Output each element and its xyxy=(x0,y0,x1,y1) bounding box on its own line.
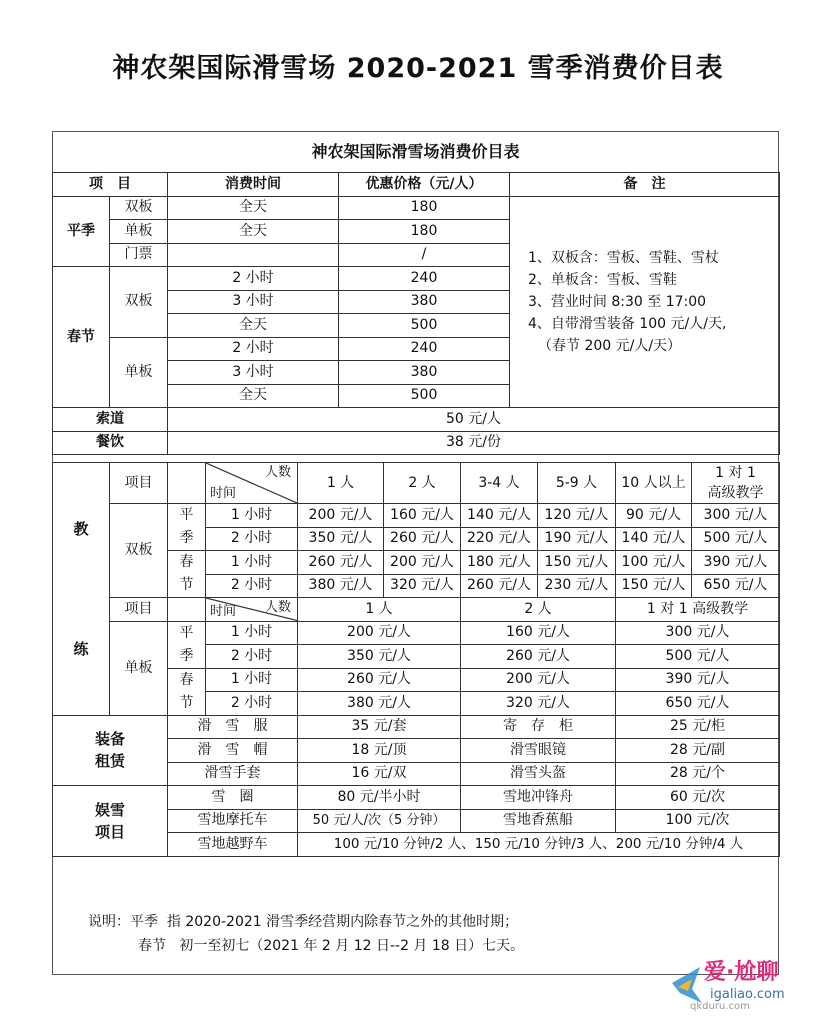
entertainment-item: 雪地越野车 xyxy=(168,833,298,857)
rental-price: 35 元/套 xyxy=(298,715,461,739)
watermark xyxy=(670,953,830,1015)
price-cell: 260 元/人 xyxy=(384,527,461,551)
rental-item: 寄 存 柜 xyxy=(461,715,616,739)
price-cell: 160 元/人 xyxy=(384,504,461,528)
header-item: 项 目 xyxy=(53,173,168,197)
table-row xyxy=(53,431,780,455)
entertainment-label-line: 娱雪 xyxy=(94,800,125,819)
time-cell: 2 小时 xyxy=(206,692,298,716)
time-cell: 全天 xyxy=(168,196,339,220)
price-cell: 140 元/人 xyxy=(461,504,538,528)
entertainment-label-line: 项目 xyxy=(94,822,125,841)
item-label: 项目 xyxy=(110,598,168,622)
price-cell: 230 元/人 xyxy=(538,574,616,598)
coaching-table xyxy=(52,462,780,857)
time-cell: 1 小时 xyxy=(206,668,298,692)
item-cell: 双板 xyxy=(110,196,168,220)
header-remark: 备 注 xyxy=(510,173,780,197)
price-cell: 220 元/人 xyxy=(461,527,538,551)
table-row xyxy=(53,715,780,739)
price-cell: / xyxy=(339,243,510,267)
watermark-url: igaliao.com xyxy=(710,987,785,1002)
col-header-line: 高级教学 xyxy=(707,485,764,501)
season-flat xyxy=(168,504,206,551)
rental-label-line: 租赁 xyxy=(94,752,125,771)
coaching-label xyxy=(53,463,110,716)
entertainment-price: 100 元/次 xyxy=(616,809,780,833)
note-term: 平季 xyxy=(130,914,158,930)
item-cell: 单板 xyxy=(110,337,168,408)
entertainment-item: 雪地冲锋舟 xyxy=(461,786,616,810)
rental-price: 28 元/副 xyxy=(616,739,780,763)
flat-season-label: 平季 xyxy=(53,196,110,267)
price-cell: 180 xyxy=(339,220,510,244)
item-label: 项目 xyxy=(110,463,168,504)
table-header-row xyxy=(53,173,780,197)
col-header-line: 1 对 1 xyxy=(715,465,756,481)
price-cell: 190 元/人 xyxy=(538,527,616,551)
price-cell: 200 元/人 xyxy=(298,621,461,645)
price-cell: 320 元/人 xyxy=(461,692,616,716)
table-row xyxy=(53,408,780,432)
time-cell: 3 小时 xyxy=(168,361,339,385)
time-cell: 1 小时 xyxy=(206,551,298,575)
diagonal-header xyxy=(206,598,298,622)
rental-price: 28 元/个 xyxy=(616,762,780,786)
price-cell: 150 元/人 xyxy=(538,551,616,575)
price-cell: 260 元/人 xyxy=(298,551,384,575)
price-cell: 240 xyxy=(339,337,510,361)
time-cell: 全天 xyxy=(168,384,339,408)
catering-label: 餐饮 xyxy=(53,431,168,455)
price-cell: 300 元/人 xyxy=(692,504,780,528)
price-cell: 380 xyxy=(339,290,510,314)
price-cell: 120 元/人 xyxy=(538,504,616,528)
entertainment-price: 80 元/半小时 xyxy=(298,786,461,810)
time-cell: 2 小时 xyxy=(206,527,298,551)
watermark-sub: qkduru.com xyxy=(690,1001,750,1012)
table-caption: 神农架国际滑雪场消费价目表 xyxy=(311,142,520,161)
note-term: 春节 xyxy=(138,938,166,954)
price-cell: 140 元/人 xyxy=(616,527,692,551)
diagonal-header xyxy=(206,463,298,504)
rental-item: 滑雪眼镜 xyxy=(461,739,616,763)
season-char: 平 xyxy=(179,624,194,641)
cableway-label: 索道 xyxy=(53,408,168,432)
remark-line: 2、单板含：雪板、雪鞋 xyxy=(528,271,677,288)
item-cell: 门票 xyxy=(110,243,168,267)
time-cell: 全天 xyxy=(168,220,339,244)
note-text: 初一至初七（2021 年 2 月 12 日--2 月 18 日）七天。 xyxy=(179,938,525,954)
header-time: 消费时间 xyxy=(168,173,339,197)
rental-label xyxy=(53,715,168,786)
price-cell: 650 元/人 xyxy=(692,574,780,598)
col-header: 2 人 xyxy=(384,463,461,504)
notes xyxy=(88,910,524,958)
entertainment-price: 50 元/人/次（5 分钟） xyxy=(298,809,461,833)
remark-line: 1、双板含：雪板、雪鞋、雪杖 xyxy=(528,249,719,266)
price-cell: 500 xyxy=(339,314,510,338)
catering-price: 38 元/份 xyxy=(168,431,780,455)
item-cell: 双板 xyxy=(110,267,168,338)
table-row xyxy=(53,504,780,528)
price-cell: 180 xyxy=(339,196,510,220)
blank-cell xyxy=(168,463,206,504)
rental-price: 18 元/顶 xyxy=(298,739,461,763)
price-cell: 650 元/人 xyxy=(616,692,780,716)
price-cell: 380 xyxy=(339,361,510,385)
time-cell: 2 小时 xyxy=(206,645,298,669)
price-cell: 350 元/人 xyxy=(298,645,461,669)
season-char: 春 xyxy=(179,554,194,570)
col-header: 1 人 xyxy=(298,463,384,504)
price-cell: 500 元/人 xyxy=(616,645,780,669)
watermark-text: 爱·尬聊 xyxy=(704,960,779,985)
document-title: 神农架国际滑雪场 2020-2021 雪季消费价目表 xyxy=(112,53,724,84)
coaching-label-bottom: 练 xyxy=(73,639,89,658)
header-price: 优惠价格（元/人） xyxy=(339,173,510,197)
double-board-label: 双板 xyxy=(110,504,168,598)
price-cell: 260 元/人 xyxy=(298,668,461,692)
col-header: 1 对 1 高级教学 xyxy=(616,598,780,622)
price-cell: 200 元/人 xyxy=(384,551,461,575)
price-cell: 390 元/人 xyxy=(616,668,780,692)
time-cell: 2 小时 xyxy=(168,337,339,361)
table-row xyxy=(53,196,780,220)
season-spring xyxy=(168,668,206,715)
diag-top-text: 人数 xyxy=(264,465,291,480)
col-header: 10 人以上 xyxy=(616,463,692,504)
note-text: 指 2020-2021 滑雪季经营期内除春节之外的其他时期； xyxy=(166,914,519,930)
remark-line: 4、自带滑雪装备 100 元/人/天, xyxy=(528,315,727,332)
time-cell: 3 小时 xyxy=(168,290,339,314)
time-cell xyxy=(168,243,339,267)
note-line xyxy=(88,934,524,958)
price-cell: 380 元/人 xyxy=(298,574,384,598)
price-cell: 200 元/人 xyxy=(461,668,616,692)
time-cell: 2 小时 xyxy=(206,574,298,598)
entertainment-item: 雪地香蕉船 xyxy=(461,809,616,833)
season-spring xyxy=(168,551,206,598)
season-char: 节 xyxy=(179,577,194,593)
spring-label: 春节 xyxy=(53,267,110,408)
table-row xyxy=(53,786,780,810)
price-cell: 180 元/人 xyxy=(461,551,538,575)
note-prefix: 说明： xyxy=(88,914,130,930)
season-char: 季 xyxy=(179,530,194,546)
price-cell: 390 元/人 xyxy=(692,551,780,575)
price-cell: 500 元/人 xyxy=(692,527,780,551)
blank-cell xyxy=(168,598,206,622)
table-row xyxy=(53,621,780,645)
season-flat xyxy=(168,621,206,668)
price-cell: 380 元/人 xyxy=(298,692,461,716)
entertainment-price: 60 元/次 xyxy=(616,786,780,810)
col-header: 5-9 人 xyxy=(538,463,616,504)
entertainment-item: 雪 圈 xyxy=(168,786,298,810)
price-cell: 200 元/人 xyxy=(298,504,384,528)
rental-item: 滑雪头盔 xyxy=(461,762,616,786)
col-header: 3-4 人 xyxy=(461,463,538,504)
item-cell: 单板 xyxy=(110,220,168,244)
cableway-price: 50 元/人 xyxy=(168,408,780,432)
time-cell: 全天 xyxy=(168,314,339,338)
rental-price: 25 元/柜 xyxy=(616,715,780,739)
remark-line: 3、营业时间 8:30 至 17:00 xyxy=(528,293,707,310)
remark-line: （春节 200 元/人/天） xyxy=(538,337,682,354)
col-header xyxy=(692,463,780,504)
col-header: 1 人 xyxy=(298,598,461,622)
price-cell: 260 元/人 xyxy=(461,645,616,669)
season-char: 季 xyxy=(179,647,194,664)
price-cell: 260 元/人 xyxy=(461,574,538,598)
rental-item: 滑 雪 服 xyxy=(168,715,298,739)
price-table xyxy=(52,172,780,455)
price-cell: 500 xyxy=(339,384,510,408)
entertainment-price: 100 元/10 分钟/2 人、150 元/10 分钟/3 人、200 元/10 分钟/4 人 xyxy=(298,833,780,857)
time-cell: 1 小时 xyxy=(206,621,298,645)
time-cell: 1 小时 xyxy=(206,504,298,528)
rental-label-line: 装备 xyxy=(94,730,125,749)
season-char: 节 xyxy=(179,694,194,711)
diag-bottom-text: 时间 xyxy=(210,486,237,501)
price-cell: 350 元/人 xyxy=(298,527,384,551)
entertainment-item: 雪地摩托车 xyxy=(168,809,298,833)
diag-bottom-text: 时间 xyxy=(210,603,237,619)
price-cell: 300 元/人 xyxy=(616,621,780,645)
coaching-label-top: 教 xyxy=(73,519,89,538)
season-char: 春 xyxy=(179,671,194,688)
entertainment-label xyxy=(53,786,168,857)
price-cell: 90 元/人 xyxy=(616,504,692,528)
rental-item: 滑雪手套 xyxy=(168,762,298,786)
remarks-cell xyxy=(510,196,780,408)
note-line xyxy=(88,910,524,934)
time-cell: 2 小时 xyxy=(168,267,339,291)
season-char: 平 xyxy=(179,507,194,523)
price-cell: 320 元/人 xyxy=(384,574,461,598)
rental-price: 16 元/双 xyxy=(298,762,461,786)
price-cell: 150 元/人 xyxy=(616,574,692,598)
price-cell: 240 xyxy=(339,267,510,291)
single-board-label: 单板 xyxy=(110,621,168,715)
diag-top-text: 人数 xyxy=(264,600,291,615)
rental-item: 滑 雪 帽 xyxy=(168,739,298,763)
price-cell: 160 元/人 xyxy=(461,621,616,645)
price-cell: 100 元/人 xyxy=(616,551,692,575)
col-header: 2 人 xyxy=(461,598,616,622)
